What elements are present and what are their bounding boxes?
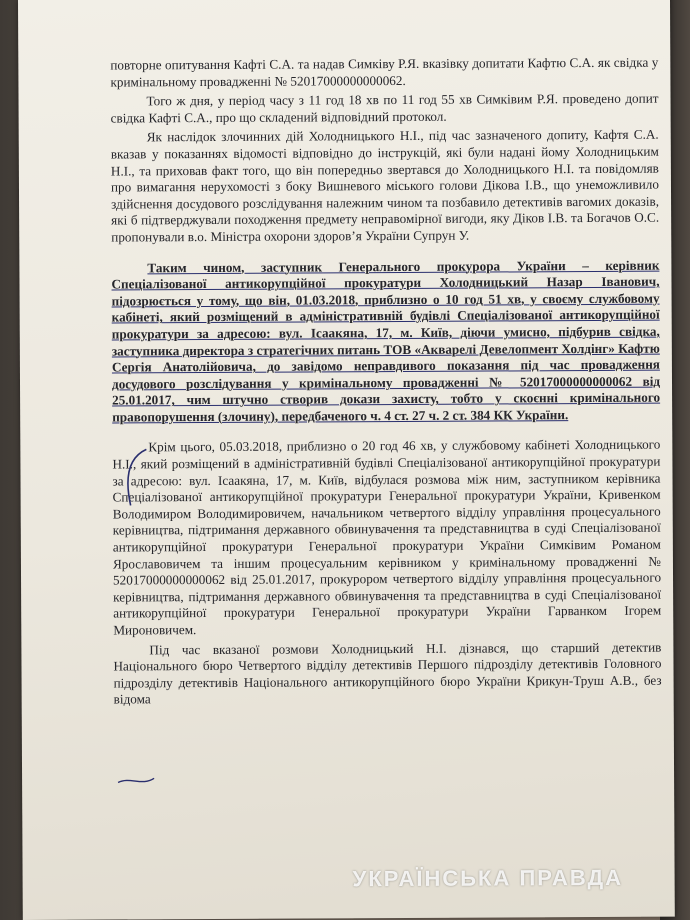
document-page bbox=[18, 0, 675, 920]
document-body bbox=[110, 55, 661, 712]
paragraph-3: Як наслідок злочинних дій Холодницького Н.І., під час зазначеного допиту, Кафтя С.А. вказав у показаннях відомості відповідно до інструкцій, які були надані йому Холодницьким Н.І., та приховав факт того, що він попередньо звертався до Холодницького Н.І. та повідомляв про вимагання нерухомості з боку Вишневого міського голови Дікова І.В., що унеможливило здійснення досудового розслідування належним чином та позбавило детективів вагомих доказів, які б підтверджували походження предмету неправомірної вигоди, яку Діков І.В. та Богачов О.С. пропонували в.о. Міністра охорони здоров’я України Супрун У. bbox=[110, 127, 660, 245]
paragraph-last: Під час вказаної розмови Холодницький Н.І. дізнався, що старший детектив Національного бюро Четвертого відділу детективів Першого підрозділу детективів Головного підрозділу детективів Національного антикорупційного бюро України Крикун-Труш А.В., без відома bbox=[113, 639, 662, 707]
pen-bracket-mark bbox=[120, 447, 150, 507]
conclusion-paragraph: Таким чином, заступник Генерального прокурора України – керівник Спеціалізованої антикорупційної прокуратури Холодницький Назар Іванович, підозрюється у тому, що він, 01.03.2018, приблизно о 10 год 51 хв, у своєму службовому кабінеті, який розміщений в адміністративній будівлі Спеціалізованої антикорупційної прокуратури за адресою: вул. Ісаакяна, 17, м. Київ, діючи умисно, підбурив свідка, заступника директора з стратегічних питань ТОВ «Акварелі Девелопмент Холдінг» Кафтю Сергія Анатолійовича, до завідомо неправдивого показання під час провадження досудового розслідування у кримінальному провадженні № 52017000000000062 від 25.01.2017, чим штучно створив докази захисту, тобто у скоєнні кримінального правопорушення (злочину), передбаченого ч. 4 ст. 27 ч. 2 ст. 384 КК України. bbox=[111, 257, 661, 425]
pen-margin-stroke bbox=[116, 774, 156, 786]
paragraph-1: повторне опитування Кафті С.А. та надав Симківу Р.Я. вказівку допитати Кафтю С.А. як свідка у кримінальному провадженні № 52017000000000062. bbox=[110, 54, 659, 90]
watermark-logo: УКРАЇНСЬКА ПРАВДА bbox=[352, 864, 624, 892]
paragraph-after-conclusion: Крім цього, 05.03.2018, приблизно о 20 год 46 хв, у службовому кабінеті Холодницького Н.І., який розміщений в адміністративній будівлі Спеціалізованої антикорупційної прокуратури за адресою: вул. Ісаакяна, 17, м. Київ, відбулася розмова між ним, заступником керівника Спеціалізованої антикорупційної прокуратури Генеральної прокуратури України, Кривенком Володимиром Володимировичем, начальником четвертого відділу управління процесуального керівництва, підтримання державного обвинувачення та представництва в суді Спеціалізованої антикорупційної прокуратури Генеральної прокуратури України Симківим Романом Ярославовичем та іншим процесуальним керівником у кримінальному провадженні № 52017000000000062 від 25.01.2017, прокурором четвертого відділу управління процесуального керівництва, підтримання державного обвинувачення та представництва в суді Спеціалізованої антикорупційної прокуратури Генеральної прокуратури України Гарванком Ігорем Мироновичем. bbox=[112, 437, 662, 638]
paragraph-2: Того ж дня, у період часу з 11 год 18 хв по 11 год 55 хв Симківим Р.Я. проведено допит свідка Кафті С.А., про що складений відповідний протокол. bbox=[110, 90, 659, 126]
